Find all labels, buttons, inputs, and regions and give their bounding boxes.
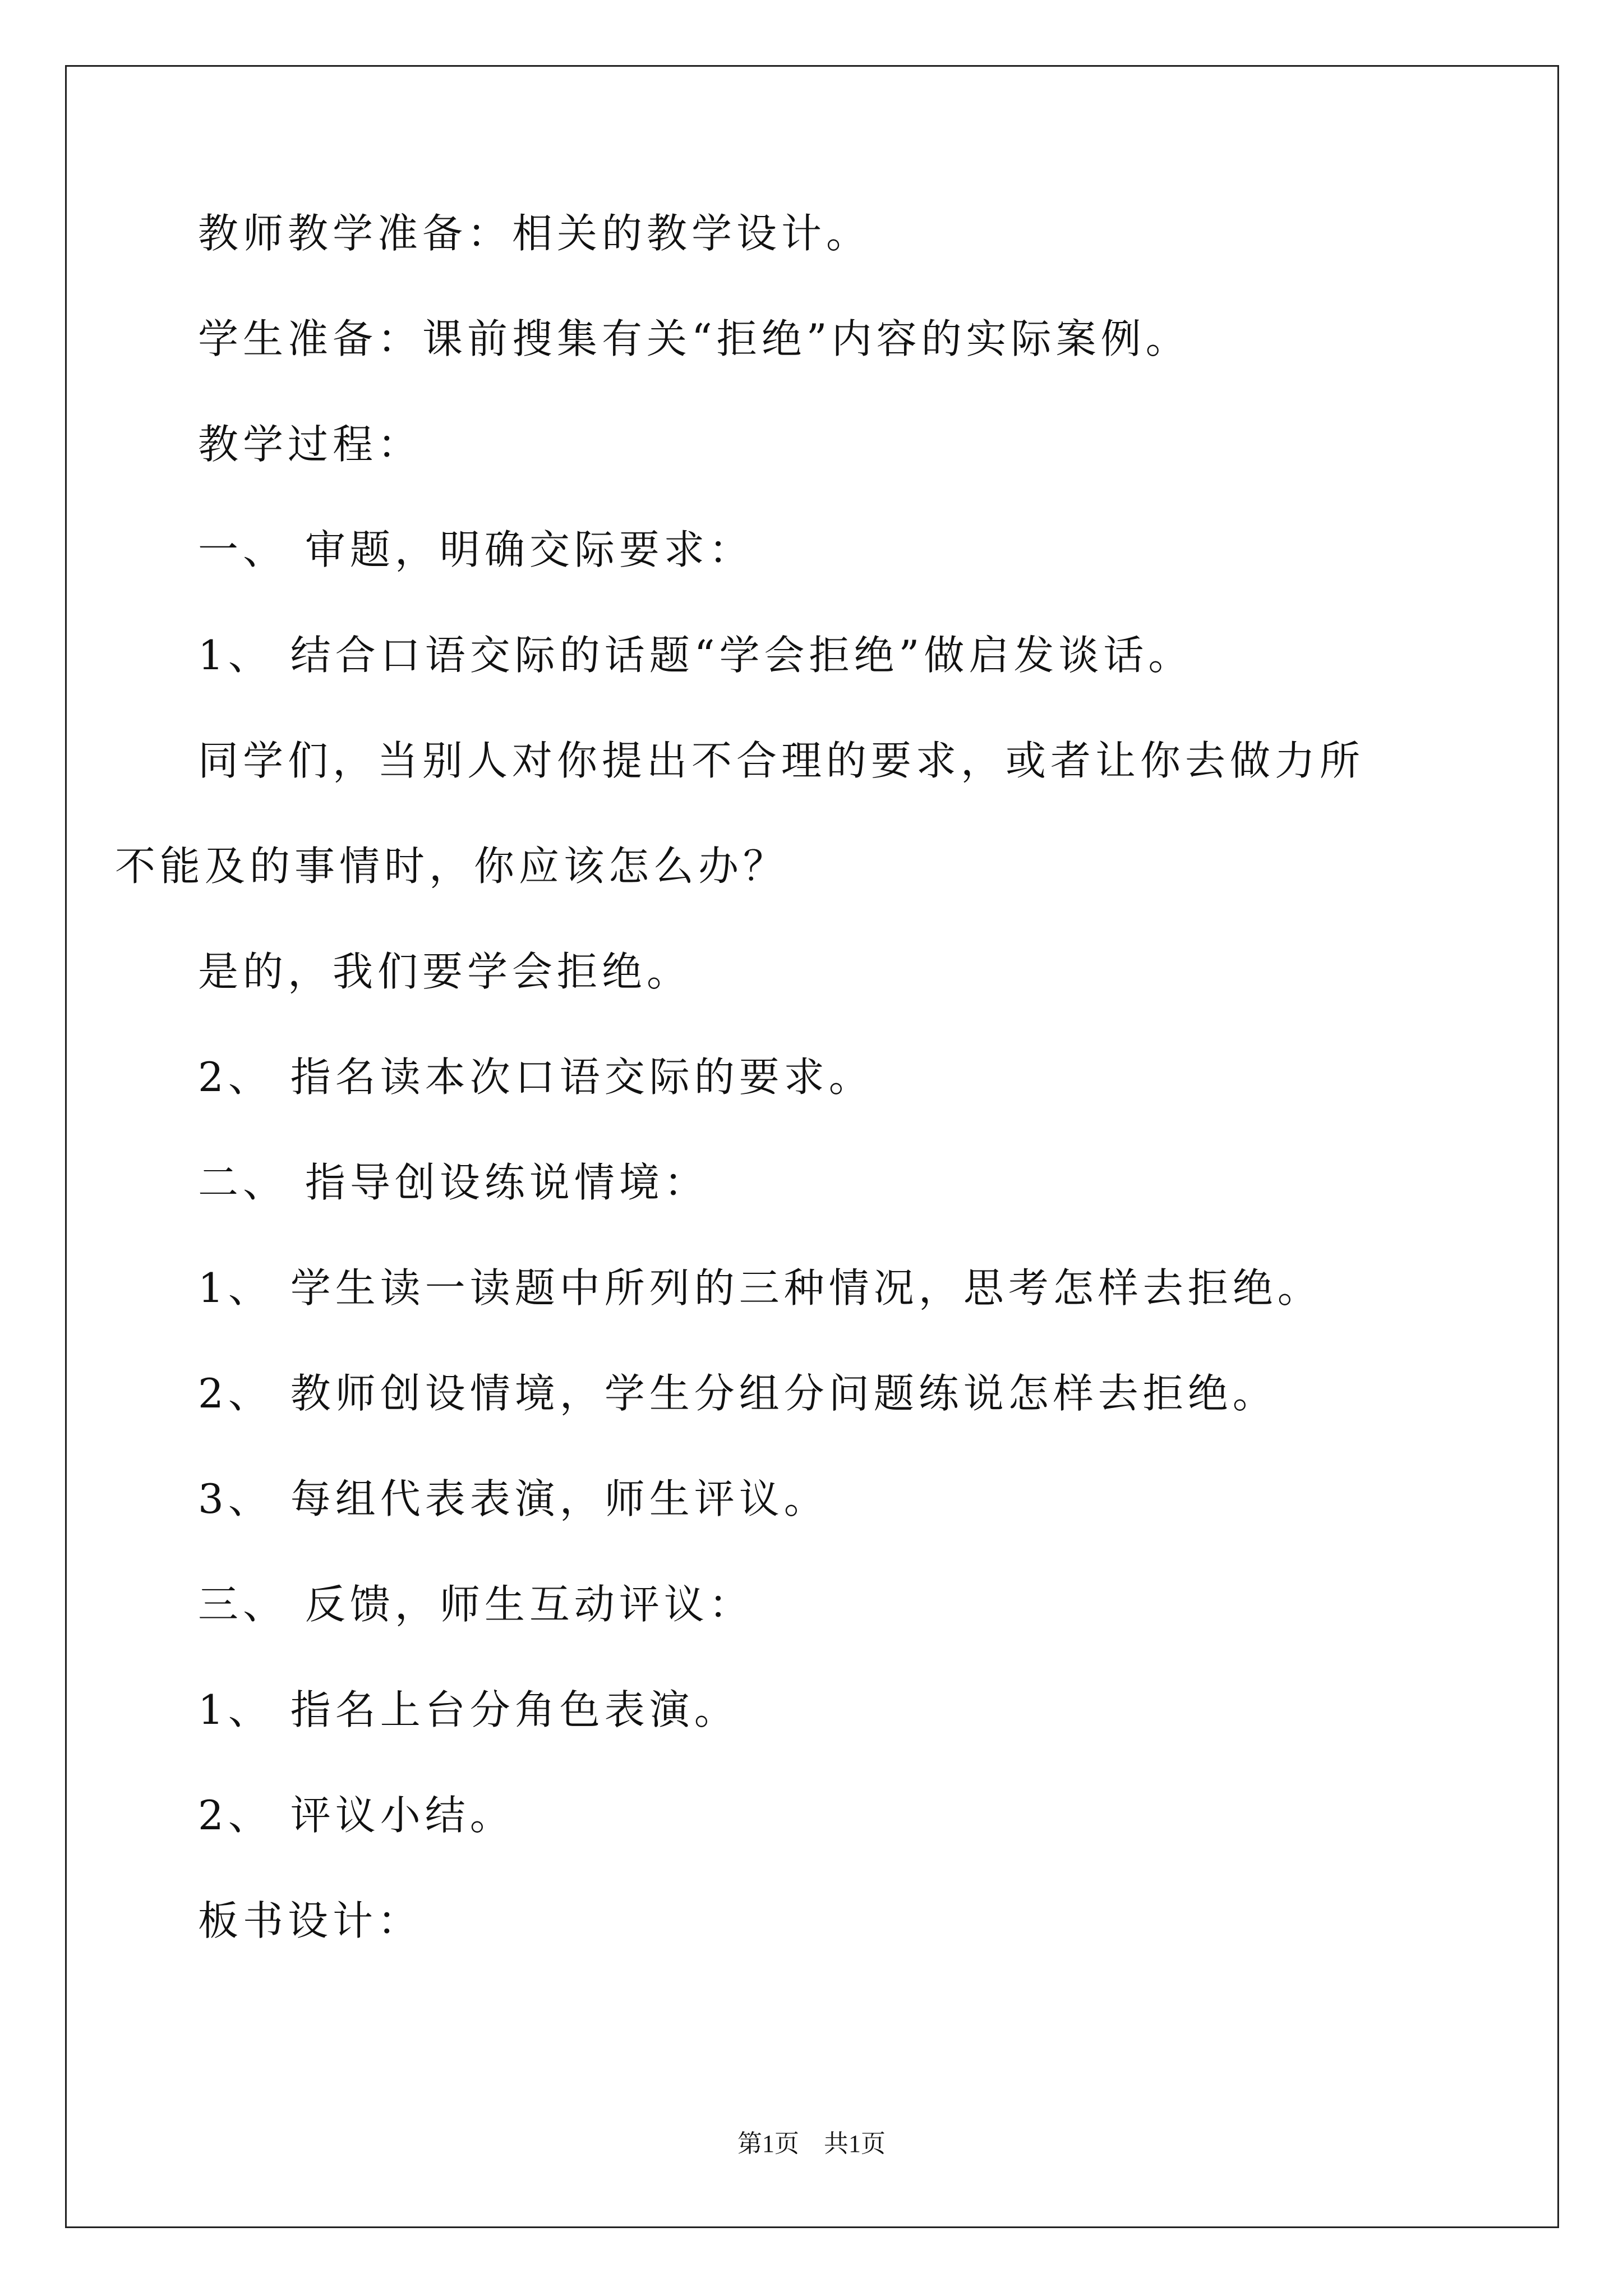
section-heading-1: 一、 审题，明确交际要求： [198, 526, 754, 573]
paragraph-student-prep: 学生准备：课前搜集有关“拒绝”内容的实际案例。 [198, 315, 1191, 362]
section-heading-3: 三、 反馈，师生互动评议： [198, 1581, 754, 1628]
document-body [115, 208, 1488, 2000]
list-item: 3、 每组代表表演，师生评议。 [198, 1475, 829, 1522]
paragraph-board-design: 板书设计： [198, 1897, 423, 1944]
section-heading-2: 二、 指导创设练说情境： [198, 1159, 709, 1206]
paragraph-teacher-prep: 教师教学准备：相关的教学设计。 [198, 210, 872, 257]
page-number-footer: 第1页 共1页 [737, 2130, 886, 2157]
list-item: 2、 指名读本次口语交际的要求。 [198, 1053, 874, 1101]
list-item: 1、 指名上台分角色表演。 [198, 1686, 739, 1733]
list-item: 2、 教师创设情境，学生分组分问题练说怎样去拒绝。 [198, 1370, 1278, 1417]
list-item: 1、 结合口语交际的话题“学会拒绝”做启发谈话。 [198, 632, 1193, 679]
paragraph-question: 同学们，当别人对你提出不合理的要求，或者让你去做力所不能及的事情时，你应该怎么办？ [115, 737, 1365, 890]
list-item: 2、 评议小结。 [198, 1792, 515, 1839]
list-item: 1、 学生读一读题中所列的三种情况，思考怎样去拒绝。 [198, 1264, 1322, 1312]
paragraph-process-heading: 教学过程： [198, 421, 423, 468]
paragraph-answer: 是的，我们要学会拒绝。 [198, 948, 692, 995]
